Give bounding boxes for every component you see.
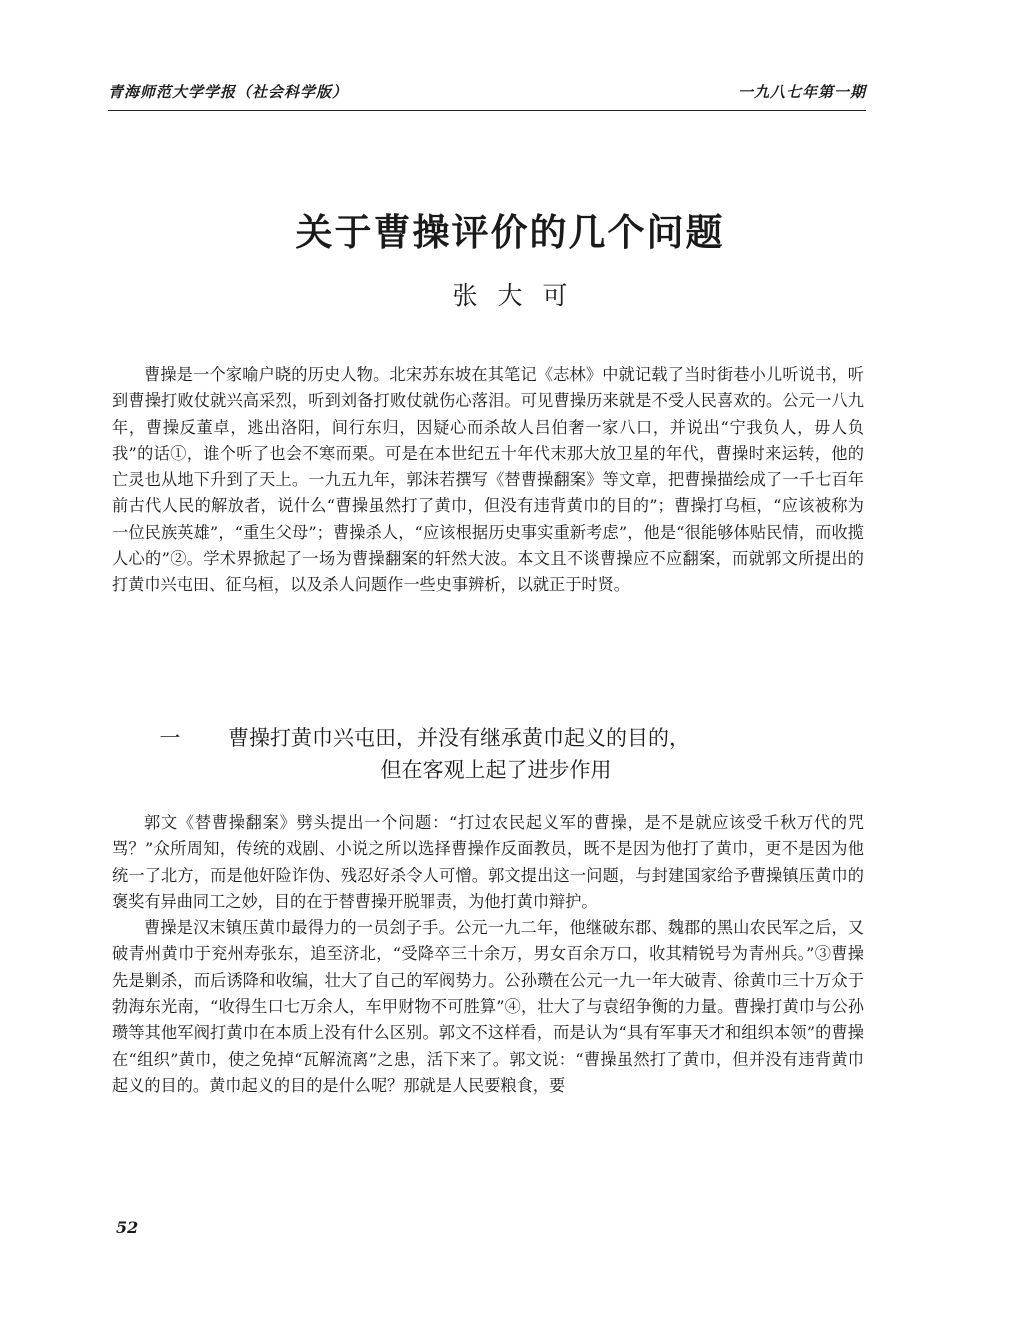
- running-header: [108, 78, 866, 104]
- journal-name: 青海师范大学学报（社会科学版）: [108, 82, 349, 101]
- section-body: [112, 810, 864, 1099]
- section-heading-line1: 曹操打黄巾兴屯田，并没有继承黄巾起义的目的，: [228, 726, 690, 750]
- intro-section: [112, 362, 864, 599]
- body-paragraph-2: 曹操是汉末镇压黄巾最得力的一员刽子手。公元一九二年，他继破东郡、魏郡的黑山农民军之后，又破青州黄巾于兖州寿张东，追至济北，“受降卒三十余万，男女百余万口，收其精锐号为青州兵。”③曹操先是剿杀，而后诱降和收编，壮大了自己的军阀势力。公孙瓒在公元一九一年大破青、徐黄巾三十万众于勃海东光南，“收得生口七万余人，车甲财物不可胜算”④，壮大了与袁绍争衡的力量。曹操打黄巾与公孙瓒等其他军阀打黄巾在本质上没有什么区别。郭文不这样看，而是认为“具有军事天才和组织本领”的曹操在“组织”黄巾，使之免掉“瓦解流离”之患，活下来了。郭文说：“曹操虽然打了黄巾，但并没有违背黄巾起义的目的。黄巾起义的目的是什么呢？那就是人民要粮食，要: [112, 918, 864, 1095]
- article-title: 关于曹操评价的几个问题: [295, 210, 725, 254]
- section-heading-line1-row: [112, 722, 864, 754]
- article-author: 张大可: [452, 281, 588, 310]
- header-divider: [108, 110, 866, 111]
- section-number: 一: [159, 726, 181, 750]
- intro-paragraph: 曹操是一个家喻户晓的历史人物。北宋苏东坡在其笔记《志林》中就记载了当时街巷小儿听说书，听到曹操打败仗就兴高采烈，听到刘备打败仗就伤心落泪。可见曹操历来就是不受人民喜欢的。公元一八九年，曹操反董卓，逃出洛阳，间行东归，因疑心而杀故人吕伯奢一家八口，并说出“宁我负人，毋人负我”的话①，谁个听了也会不寒而栗。可是在本世纪五十年代末那大放卫星的年代，曹操时来运转，他的亡灵也从地下升到了天上。一九五九年，郭沫若撰写《替曹操翻案》等文章，把曹操描绘成了一千七百年前古代人民的解放者，说什么“曹操虽然打了黄巾，但没有违背黄巾的目的”；曹操打乌桓，“应该被称为一位民族英雄”，“重生父母”；曹操杀人，“应该根据历史事实重新考虑”，他是“很能够体贴民情，而收揽人心的”②。学术界掀起了一场为曹操翻案的轩然大波。本文且不谈曹操应不应翻案，而就郭文所提出的打黄巾兴屯田、征乌桓，以及杀人问题作一些史事辨析，以就正于时贤。: [112, 365, 864, 595]
- section-heading: [112, 722, 864, 786]
- issue-label: 一九八七年第一期: [737, 82, 866, 101]
- section-heading-line2: 但在客观上起了进步作用: [380, 758, 612, 782]
- page-number: 52: [116, 1218, 139, 1237]
- body-paragraph-1: 郭文《替曹操翻案》劈头提出一个问题：“打过农民起义军的曹操，是不是就应该受千秋万代的咒骂？”众所周知，传统的戏剧、小说之所以选择曹操作反面教员，既不是因为他打了黄巾，更不是因为他统一了北方，而是他奸险诈伪、残忍好杀令人可憎。郭文提出这一问题，与封建国家给予曹操镇压黄巾的褒奖有异曲同工之妙，目的在于替曹操开脱罪责，为他打黄巾辩护。: [112, 813, 864, 911]
